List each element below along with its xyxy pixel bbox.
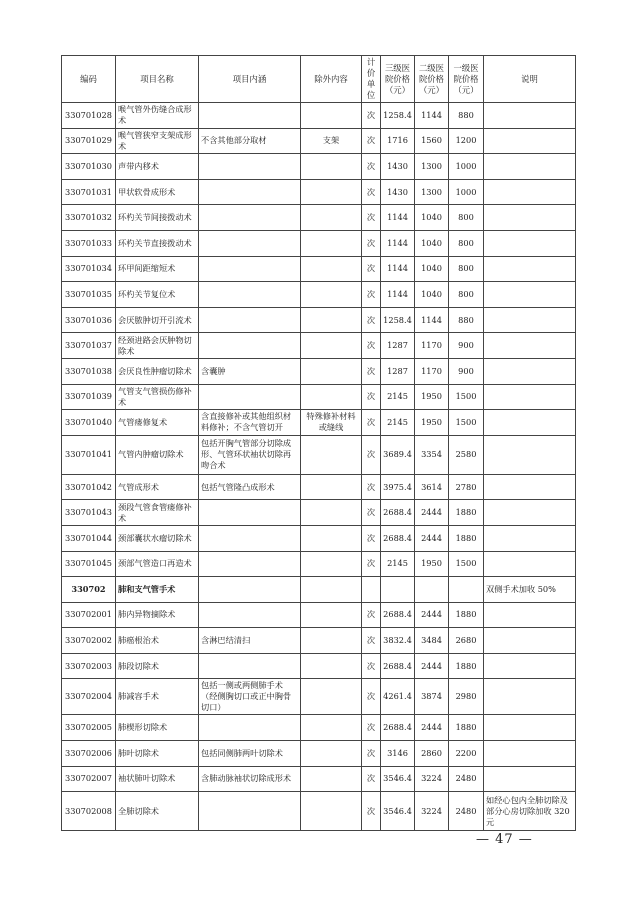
table-row [62,741,576,767]
cell-unit: 次 [362,230,381,256]
cell-note: 双侧手术加收 50% [484,577,576,603]
table-row [62,602,576,628]
cell-price-3 [381,577,415,603]
cell-name: 气管支气管损伤修补术 [116,384,199,410]
table-row [62,103,576,129]
cell-unit: 次 [362,551,381,577]
cell-code: 330701043 [62,500,116,526]
cell-price-3: 3546.4 [381,792,415,831]
cell-name: 环杓关节直接拨动术 [116,230,199,256]
table-row [62,154,576,180]
cell-exclusions [301,333,362,359]
cell-exclusions [301,154,362,180]
cell-price-1: 2580 [449,435,484,474]
cell-note [484,500,576,526]
cell-price-3: 1258.4 [381,307,415,333]
cell-exclusions [301,230,362,256]
cell-exclusions [301,103,362,129]
cell-note [484,358,576,384]
cell-code: 330701041 [62,435,116,474]
cell-price-3: 3146 [381,741,415,767]
cell-unit: 次 [362,792,381,831]
cell-code: 330702001 [62,602,116,628]
cell-unit: 次 [362,525,381,551]
cell-exclusions [301,179,362,205]
cell-unit: 次 [362,205,381,231]
table-row [62,715,576,741]
header-content: 项目内涵 [199,56,301,103]
cell-note [484,205,576,231]
cell-price-3: 1716 [381,128,415,154]
cell-price-3: 1287 [381,333,415,359]
cell-exclusions [301,602,362,628]
page-number: — 47 — [476,832,533,847]
cell-note [484,741,576,767]
cell-unit: 次 [362,715,381,741]
cell-price-2: 2860 [415,741,449,767]
cell-note [484,282,576,308]
cell-price-2: 3484 [415,628,449,654]
table-header-row [62,56,576,103]
cell-price-1: 1500 [449,384,484,410]
cell-price-2: 1040 [415,205,449,231]
cell-content [199,384,301,410]
header-name: 项目名称 [116,56,199,103]
cell-name: 喉气管狭窄支架成形术 [116,128,199,154]
cell-code: 330701032 [62,205,116,231]
cell-name: 肺段切除术 [116,653,199,679]
cell-unit: 次 [362,474,381,500]
cell-exclusions [301,653,362,679]
table-row [62,474,576,500]
cell-exclusions [301,474,362,500]
cell-content: 含囊肿 [199,358,301,384]
cell-exclusions [301,577,362,603]
cell-code: 330701031 [62,179,116,205]
cell-exclusions [301,628,362,654]
cell-price-3: 1258.4 [381,103,415,129]
table-row [62,256,576,282]
table-row [62,128,576,154]
cell-price-2: 1300 [415,154,449,180]
cell-name: 环杓关节复位术 [116,282,199,308]
cell-content: 包括开胸气管部分切除成形、气管环状袖状切除再吻合术 [199,435,301,474]
cell-code: 330701029 [62,128,116,154]
cell-price-3: 1144 [381,205,415,231]
cell-price-3: 2688.4 [381,500,415,526]
cell-exclusions [301,792,362,831]
cell-unit: 次 [362,766,381,792]
cell-content [199,715,301,741]
cell-price-1: 1200 [449,128,484,154]
cell-name: 肺癌根治术 [116,628,199,654]
table-row [62,679,576,715]
fee-schedule-table [61,55,576,831]
table-row [62,179,576,205]
cell-unit: 次 [362,128,381,154]
cell-unit: 次 [362,741,381,767]
cell-code: 330702005 [62,715,116,741]
cell-content [199,307,301,333]
cell-exclusions: 支架 [301,128,362,154]
cell-name: 肺减容手术 [116,679,199,715]
cell-code: 330702006 [62,741,116,767]
cell-name: 颈段气管食管瘘修补术 [116,500,199,526]
cell-name: 环杓关节间接拨动术 [116,205,199,231]
cell-price-3: 2145 [381,551,415,577]
cell-price-1: 880 [449,307,484,333]
cell-price-2: 3614 [415,474,449,500]
cell-note [484,410,576,436]
cell-note [484,128,576,154]
cell-content: 包括一侧或两侧肺手术（经侧胸切口或正中胸骨切口） [199,679,301,715]
cell-note [484,103,576,129]
cell-price-3: 3689.4 [381,435,415,474]
cell-content [199,577,301,603]
cell-note [484,333,576,359]
cell-price-1: 800 [449,230,484,256]
cell-code: 330701039 [62,384,116,410]
cell-name: 甲状软骨成形术 [116,179,199,205]
cell-name: 气管内肿瘤切除术 [116,435,199,474]
cell-content [199,179,301,205]
cell-code: 330701045 [62,551,116,577]
cell-content [199,205,301,231]
cell-content [199,103,301,129]
cell-name: 肺叶切除术 [116,741,199,767]
cell-note [484,179,576,205]
cell-price-2: 3874 [415,679,449,715]
cell-code: 330701034 [62,256,116,282]
cell-price-3: 1430 [381,179,415,205]
cell-content: 包括气管隆凸成形术 [199,474,301,500]
cell-price-1: 800 [449,256,484,282]
cell-exclusions [301,679,362,715]
cell-exclusions: 特殊修补材料或缝线 [301,410,362,436]
table-row [62,230,576,256]
cell-name: 喉气管外伤缝合成形术 [116,103,199,129]
header-note: 说明 [484,56,576,103]
cell-code: 330701028 [62,103,116,129]
cell-price-2: 1170 [415,333,449,359]
cell-exclusions [301,307,362,333]
cell-exclusions [301,715,362,741]
cell-note [484,715,576,741]
cell-content: 含直接修补或其他组织材料修补；不含气管切开 [199,410,301,436]
cell-note [484,551,576,577]
header-unit: 计价单位 [362,56,381,103]
cell-price-1: 1880 [449,653,484,679]
cell-price-2: 1170 [415,358,449,384]
cell-price-2: 3354 [415,435,449,474]
cell-code: 330702007 [62,766,116,792]
cell-price-1: 1880 [449,602,484,628]
table-row [62,792,576,831]
cell-price-3: 1144 [381,282,415,308]
cell-unit: 次 [362,103,381,129]
cell-code: 330701037 [62,333,116,359]
cell-price-3: 2688.4 [381,715,415,741]
cell-code: 330701044 [62,525,116,551]
cell-exclusions [301,551,362,577]
cell-price-3: 2688.4 [381,602,415,628]
cell-code: 330701030 [62,154,116,180]
cell-exclusions [301,525,362,551]
header-price-3: 三级医院价格（元） [381,56,415,103]
cell-price-2: 1300 [415,179,449,205]
cell-price-2: 1560 [415,128,449,154]
cell-price-3: 4261.4 [381,679,415,715]
cell-note [484,435,576,474]
cell-exclusions [301,384,362,410]
cell-price-2: 1040 [415,256,449,282]
cell-code: 330701040 [62,410,116,436]
cell-content [199,602,301,628]
cell-unit: 次 [362,679,381,715]
cell-unit: 次 [362,333,381,359]
table-row [62,384,576,410]
cell-price-2: 1950 [415,384,449,410]
cell-price-1: 2980 [449,679,484,715]
cell-unit: 次 [362,384,381,410]
cell-name: 颈部气管造口再造术 [116,551,199,577]
cell-price-2: 1040 [415,282,449,308]
cell-code: 330701036 [62,307,116,333]
cell-price-3: 2688.4 [381,525,415,551]
cell-code: 330702002 [62,628,116,654]
cell-content [199,256,301,282]
cell-content [199,282,301,308]
cell-unit: 次 [362,154,381,180]
cell-content: 含淋巴结清扫 [199,628,301,654]
cell-note [484,653,576,679]
cell-content [199,525,301,551]
cell-note [484,766,576,792]
cell-price-1: 1500 [449,410,484,436]
cell-price-2: 2444 [415,715,449,741]
cell-exclusions [301,256,362,282]
cell-note [484,154,576,180]
cell-name: 肺内异物摘除术 [116,602,199,628]
cell-unit: 次 [362,410,381,436]
cell-unit: 次 [362,500,381,526]
table-row [62,525,576,551]
cell-note [484,230,576,256]
cell-exclusions [301,500,362,526]
cell-content [199,653,301,679]
cell-price-3: 1144 [381,256,415,282]
table-row [62,435,576,474]
cell-note [484,679,576,715]
cell-price-1: 2200 [449,741,484,767]
table-row [62,358,576,384]
cell-note [484,474,576,500]
cell-price-2: 1950 [415,551,449,577]
cell-exclusions [301,358,362,384]
cell-unit: 次 [362,653,381,679]
cell-unit: 次 [362,435,381,474]
table-row [62,500,576,526]
cell-price-1: 2780 [449,474,484,500]
cell-name: 经颈进路会厌肿物切除术 [116,333,199,359]
cell-price-1: 2680 [449,628,484,654]
cell-content [199,551,301,577]
cell-name: 环甲间距缩短术 [116,256,199,282]
cell-price-3: 2688.4 [381,653,415,679]
cell-price-3: 2145 [381,384,415,410]
cell-unit: 次 [362,358,381,384]
cell-price-1: 1880 [449,525,484,551]
table-row [62,410,576,436]
cell-content [199,230,301,256]
cell-name: 肺和支气管手术 [116,577,199,603]
cell-content [199,154,301,180]
cell-exclusions [301,205,362,231]
cell-unit: 次 [362,602,381,628]
cell-unit [362,577,381,603]
cell-price-1: 1880 [449,715,484,741]
table-row [62,766,576,792]
cell-price-2: 1950 [415,410,449,436]
cell-price-3: 3546.4 [381,766,415,792]
cell-unit: 次 [362,282,381,308]
cell-unit: 次 [362,256,381,282]
header-price-2: 二级医院价格（元） [415,56,449,103]
cell-name: 全肺切除术 [116,792,199,831]
cell-exclusions [301,741,362,767]
table-row [62,628,576,654]
cell-code: 330701033 [62,230,116,256]
cell-content [199,500,301,526]
cell-price-2: 3224 [415,792,449,831]
cell-note [484,256,576,282]
cell-price-3: 1287 [381,358,415,384]
cell-exclusions [301,766,362,792]
cell-price-2 [415,577,449,603]
cell-exclusions [301,435,362,474]
cell-price-2: 1144 [415,307,449,333]
cell-name: 肺楔形切除术 [116,715,199,741]
cell-price-2: 2444 [415,653,449,679]
cell-name: 声带内移术 [116,154,199,180]
cell-content: 不含其他部分取材 [199,128,301,154]
cell-price-2: 2444 [415,602,449,628]
cell-code: 330702 [62,577,116,603]
cell-price-3: 2145 [381,410,415,436]
cell-price-1 [449,577,484,603]
cell-price-2: 1144 [415,103,449,129]
cell-name: 气管成形术 [116,474,199,500]
cell-price-1: 800 [449,282,484,308]
cell-name: 会厌脓肿切开引流术 [116,307,199,333]
cell-unit: 次 [362,179,381,205]
cell-price-3: 1430 [381,154,415,180]
table-row [62,653,576,679]
cell-name: 气管瘘修复术 [116,410,199,436]
cell-price-1: 900 [449,333,484,359]
cell-price-1: 2480 [449,766,484,792]
table-row [62,551,576,577]
table-row [62,333,576,359]
cell-content: 包括同侧肺两叶切除术 [199,741,301,767]
cell-name: 会厌良性肿瘤切除术 [116,358,199,384]
header-exclusions: 除外内容 [301,56,362,103]
cell-code: 330702004 [62,679,116,715]
cell-name: 颈部囊状水瘤切除术 [116,525,199,551]
cell-code: 330702008 [62,792,116,831]
cell-exclusions [301,282,362,308]
cell-content [199,333,301,359]
cell-price-2: 1040 [415,230,449,256]
cell-price-3: 3975.4 [381,474,415,500]
cell-price-1: 1000 [449,154,484,180]
cell-note [484,384,576,410]
cell-note: 如经心包内全肺切除及部分心房切除加收 320 元 [484,792,576,831]
cell-code: 330701042 [62,474,116,500]
cell-content [199,792,301,831]
table-row [62,282,576,308]
cell-price-1: 900 [449,358,484,384]
cell-price-1: 880 [449,103,484,129]
cell-name: 袖状肺叶切除术 [116,766,199,792]
cell-code: 330701035 [62,282,116,308]
cell-content: 含肺动脉袖状切除成形术 [199,766,301,792]
cell-price-1: 1500 [449,551,484,577]
cell-price-2: 2444 [415,500,449,526]
cell-price-1: 800 [449,205,484,231]
cell-price-3: 3832.4 [381,628,415,654]
cell-note [484,628,576,654]
table-row [62,205,576,231]
cell-note [484,307,576,333]
cell-unit: 次 [362,628,381,654]
header-price-1: 一级医院价格（元） [449,56,484,103]
cell-price-1: 1880 [449,500,484,526]
cell-price-2: 3224 [415,766,449,792]
header-code: 编码 [62,56,116,103]
cell-price-2: 2444 [415,525,449,551]
section-row [62,577,576,603]
table-row [62,307,576,333]
cell-price-1: 2480 [449,792,484,831]
cell-unit: 次 [362,307,381,333]
cell-note [484,525,576,551]
cell-price-3: 1144 [381,230,415,256]
cell-code: 330702003 [62,653,116,679]
cell-note [484,602,576,628]
cell-code: 330701038 [62,358,116,384]
cell-price-1: 1000 [449,179,484,205]
